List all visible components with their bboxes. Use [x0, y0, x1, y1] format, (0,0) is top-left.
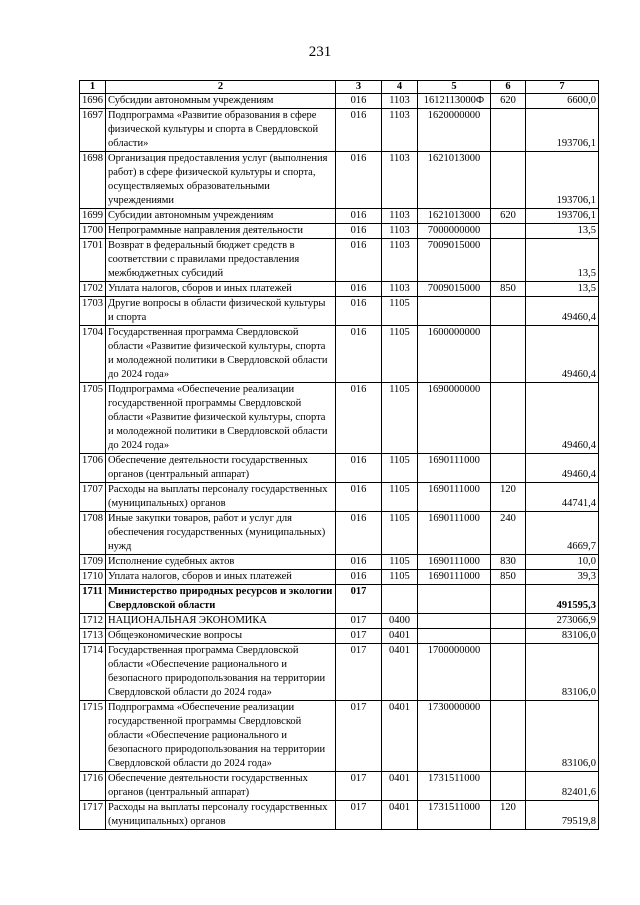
- table-row: [80, 570, 599, 585]
- row-number: 1699: [80, 209, 106, 224]
- row-name: Общеэкономические вопросы: [106, 629, 336, 644]
- header-row: [80, 81, 599, 94]
- row-section-code: 0400: [382, 614, 418, 629]
- table-row: [80, 644, 599, 701]
- row-target-code: 1690000000: [418, 383, 491, 454]
- table-row: [80, 801, 599, 830]
- row-expense-type: [491, 224, 526, 239]
- row-ministry-code: 016: [336, 152, 382, 209]
- row-number: 1697: [80, 109, 106, 152]
- row-section-code: 1105: [382, 297, 418, 326]
- row-ministry-code: 016: [336, 512, 382, 555]
- row-name: Исполнение судебных актов: [106, 555, 336, 570]
- row-section-code: 0401: [382, 644, 418, 701]
- table-row: [80, 297, 599, 326]
- row-target-code: 7000000000: [418, 224, 491, 239]
- row-ministry-code: 017: [336, 772, 382, 801]
- row-number: 1702: [80, 282, 106, 297]
- row-expense-type: [491, 701, 526, 772]
- row-target-code: 1731511000: [418, 772, 491, 801]
- row-target-code: 7009015000: [418, 239, 491, 282]
- row-amount: 49460,4: [526, 297, 599, 326]
- table-row: [80, 555, 599, 570]
- table-row: [80, 94, 599, 109]
- row-ministry-code: 016: [336, 383, 382, 454]
- row-ministry-code: 017: [336, 614, 382, 629]
- header-col-5: 5: [418, 81, 491, 94]
- row-number: 1703: [80, 297, 106, 326]
- row-number: 1696: [80, 94, 106, 109]
- table-row: [80, 224, 599, 239]
- row-section-code: 1103: [382, 239, 418, 282]
- row-amount: 82401,6: [526, 772, 599, 801]
- row-name: Подпрограмма «Развитие образования в сфере физической культуры и спорта в Свердловской области»: [106, 109, 336, 152]
- row-ministry-code: 017: [336, 701, 382, 772]
- row-number: 1710: [80, 570, 106, 585]
- row-amount: 13,5: [526, 239, 599, 282]
- row-expense-type: 620: [491, 209, 526, 224]
- row-ministry-code: 016: [336, 209, 382, 224]
- row-expense-type: 850: [491, 570, 526, 585]
- row-ministry-code: 016: [336, 483, 382, 512]
- table-row: [80, 109, 599, 152]
- table-row: [80, 629, 599, 644]
- row-expense-type: [491, 454, 526, 483]
- row-amount: 49460,4: [526, 383, 599, 454]
- header-col-1: 1: [80, 81, 106, 94]
- row-target-code: 1690111000: [418, 555, 491, 570]
- row-amount: 193706,1: [526, 152, 599, 209]
- row-ministry-code: 016: [336, 224, 382, 239]
- row-name: Субсидии автономным учреждениям: [106, 209, 336, 224]
- row-name: Уплата налогов, сборов и иных платежей: [106, 282, 336, 297]
- row-name: Расходы на выплаты персоналу государственных (муниципальных) органов: [106, 801, 336, 830]
- row-ministry-code: 017: [336, 629, 382, 644]
- row-target-code: 1690111000: [418, 570, 491, 585]
- row-name: Непрограммные направления деятельности: [106, 224, 336, 239]
- table-row: [80, 383, 599, 454]
- row-section-code: 1103: [382, 152, 418, 209]
- row-name: Возврат в федеральный бюджет средств в соответствии с правилами предоставления межбюджетных субсидий: [106, 239, 336, 282]
- row-section-code: 1105: [382, 570, 418, 585]
- table-row: [80, 772, 599, 801]
- row-section-code: 1105: [382, 454, 418, 483]
- row-target-code: 1600000000: [418, 326, 491, 383]
- row-amount: 49460,4: [526, 326, 599, 383]
- row-ministry-code: 016: [336, 326, 382, 383]
- row-target-code: 1621013000: [418, 209, 491, 224]
- row-expense-type: [491, 152, 526, 209]
- row-ministry-code: 016: [336, 239, 382, 282]
- header-col-4: 4: [382, 81, 418, 94]
- row-amount: 193706,1: [526, 209, 599, 224]
- table-row: [80, 454, 599, 483]
- row-expense-type: 830: [491, 555, 526, 570]
- row-amount: 83106,0: [526, 644, 599, 701]
- row-number: 1713: [80, 629, 106, 644]
- row-section-code: 1103: [382, 94, 418, 109]
- row-number: 1716: [80, 772, 106, 801]
- row-number: 1717: [80, 801, 106, 830]
- row-number: 1698: [80, 152, 106, 209]
- row-expense-type: 120: [491, 801, 526, 830]
- row-number: 1704: [80, 326, 106, 383]
- row-number: 1701: [80, 239, 106, 282]
- row-amount: 10,0: [526, 555, 599, 570]
- row-target-code: 1612113000Ф: [418, 94, 491, 109]
- row-name: Подпрограмма «Обеспечение реализации государственной программы Свердловской области «Обеспечение рационального и безопасного природопользования на территории Свердловской области до 2024 года»: [106, 701, 336, 772]
- row-ministry-code: 016: [336, 297, 382, 326]
- row-target-code: 1730000000: [418, 701, 491, 772]
- row-ministry-code: 017: [336, 801, 382, 830]
- row-target-code: [418, 297, 491, 326]
- page-number: 231: [308, 44, 332, 60]
- row-expense-type: [491, 383, 526, 454]
- row-amount: 83106,0: [526, 701, 599, 772]
- row-amount: 6600,0: [526, 94, 599, 109]
- row-target-code: 1700000000: [418, 644, 491, 701]
- row-section-code: 1103: [382, 209, 418, 224]
- row-ministry-code: 016: [336, 109, 382, 152]
- row-name: Субсидии автономным учреждениям: [106, 94, 336, 109]
- row-section-code: 1103: [382, 282, 418, 297]
- row-section-code: 1103: [382, 224, 418, 239]
- row-ministry-code: 017: [336, 644, 382, 701]
- header-col-3: 3: [336, 81, 382, 94]
- budget-table: [79, 80, 599, 830]
- row-section-code: 1105: [382, 326, 418, 383]
- table-row: [80, 209, 599, 224]
- row-name: Государственная программа Свердловской области «Развитие физической культуры, спорта и молодежной политики в Свердловской области до 2024 года»: [106, 326, 336, 383]
- row-amount: 491595,3: [526, 585, 599, 614]
- row-target-code: 1690111000: [418, 454, 491, 483]
- row-expense-type: [491, 644, 526, 701]
- header-col-6: 6: [491, 81, 526, 94]
- row-section-code: [382, 585, 418, 614]
- row-target-code: 7009015000: [418, 282, 491, 297]
- row-target-code: [418, 614, 491, 629]
- table-row: [80, 326, 599, 383]
- row-amount: 13,5: [526, 282, 599, 297]
- table-row: [80, 701, 599, 772]
- row-amount: 83106,0: [526, 629, 599, 644]
- row-section-code: 1105: [382, 383, 418, 454]
- row-number: 1708: [80, 512, 106, 555]
- row-number: 1709: [80, 555, 106, 570]
- row-expense-type: [491, 585, 526, 614]
- row-ministry-code: 017: [336, 585, 382, 614]
- row-target-code: 1620000000: [418, 109, 491, 152]
- row-target-code: 1690111000: [418, 512, 491, 555]
- row-amount: 44741,4: [526, 483, 599, 512]
- row-target-code: 1621013000: [418, 152, 491, 209]
- row-expense-type: [491, 772, 526, 801]
- row-expense-type: 620: [491, 94, 526, 109]
- row-section-code: 0401: [382, 629, 418, 644]
- row-amount: 13,5: [526, 224, 599, 239]
- row-expense-type: [491, 239, 526, 282]
- row-target-code: 1690111000: [418, 483, 491, 512]
- row-number: 1715: [80, 701, 106, 772]
- row-ministry-code: 016: [336, 454, 382, 483]
- row-expense-type: [491, 326, 526, 383]
- row-amount: 273066,9: [526, 614, 599, 629]
- row-number: 1714: [80, 644, 106, 701]
- row-name: Другие вопросы в области физической культуры и спорта: [106, 297, 336, 326]
- row-number: 1707: [80, 483, 106, 512]
- row-name: Министерство природных ресурсов и экологии Свердловской области: [106, 585, 336, 614]
- row-name: Государственная программа Свердловской области «Обеспечение рационального и безопасного природопользования на территории Свердловской области до 2024 года»: [106, 644, 336, 701]
- row-number: 1712: [80, 614, 106, 629]
- row-amount: 49460,4: [526, 454, 599, 483]
- table-row: [80, 512, 599, 555]
- row-amount: 193706,1: [526, 109, 599, 152]
- row-number: 1706: [80, 454, 106, 483]
- row-name: Уплата налогов, сборов и иных платежей: [106, 570, 336, 585]
- row-expense-type: 850: [491, 282, 526, 297]
- row-number: 1711: [80, 585, 106, 614]
- row-ministry-code: 016: [336, 570, 382, 585]
- table-row: [80, 152, 599, 209]
- row-target-code: [418, 629, 491, 644]
- row-name: НАЦИОНАЛЬНАЯ ЭКОНОМИКА: [106, 614, 336, 629]
- row-ministry-code: 016: [336, 555, 382, 570]
- row-amount: 79519,8: [526, 801, 599, 830]
- row-name: Подпрограмма «Обеспечение реализации государственной программы Свердловской области «Развитие физической культуры, спорта и молодежной политики в Свердловской области до 2024 года»: [106, 383, 336, 454]
- row-section-code: 1105: [382, 555, 418, 570]
- row-section-code: 1105: [382, 483, 418, 512]
- row-section-code: 1103: [382, 109, 418, 152]
- row-expense-type: 240: [491, 512, 526, 555]
- row-expense-type: [491, 614, 526, 629]
- table-row: [80, 282, 599, 297]
- row-name: Организация предоставления услуг (выполнения работ) в сфере физической культуры и спорта, осуществляемых образовательными учреждениями: [106, 152, 336, 209]
- row-expense-type: 120: [491, 483, 526, 512]
- row-number: 1700: [80, 224, 106, 239]
- row-section-code: 0401: [382, 701, 418, 772]
- row-ministry-code: 016: [336, 94, 382, 109]
- row-name: Иные закупки товаров, работ и услуг для обеспечения государственных (муниципальных) нужд: [106, 512, 336, 555]
- row-expense-type: [491, 109, 526, 152]
- table-row: [80, 483, 599, 512]
- row-section-code: 1105: [382, 512, 418, 555]
- row-expense-type: [491, 629, 526, 644]
- table-row: [80, 585, 599, 614]
- row-name: Обеспечение деятельности государственных органов (центральный аппарат): [106, 454, 336, 483]
- row-number: 1705: [80, 383, 106, 454]
- table-row: [80, 614, 599, 629]
- row-name: Расходы на выплаты персоналу государственных (муниципальных) органов: [106, 483, 336, 512]
- header-col-7: 7: [526, 81, 599, 94]
- header-col-2: 2: [106, 81, 336, 94]
- row-section-code: 0401: [382, 801, 418, 830]
- row-target-code: 1731511000: [418, 801, 491, 830]
- row-amount: 39,3: [526, 570, 599, 585]
- row-target-code: [418, 585, 491, 614]
- row-section-code: 0401: [382, 772, 418, 801]
- row-name: Обеспечение деятельности государственных органов (центральный аппарат): [106, 772, 336, 801]
- row-expense-type: [491, 297, 526, 326]
- row-amount: 4669,7: [526, 512, 599, 555]
- table-row: [80, 239, 599, 282]
- row-ministry-code: 016: [336, 282, 382, 297]
